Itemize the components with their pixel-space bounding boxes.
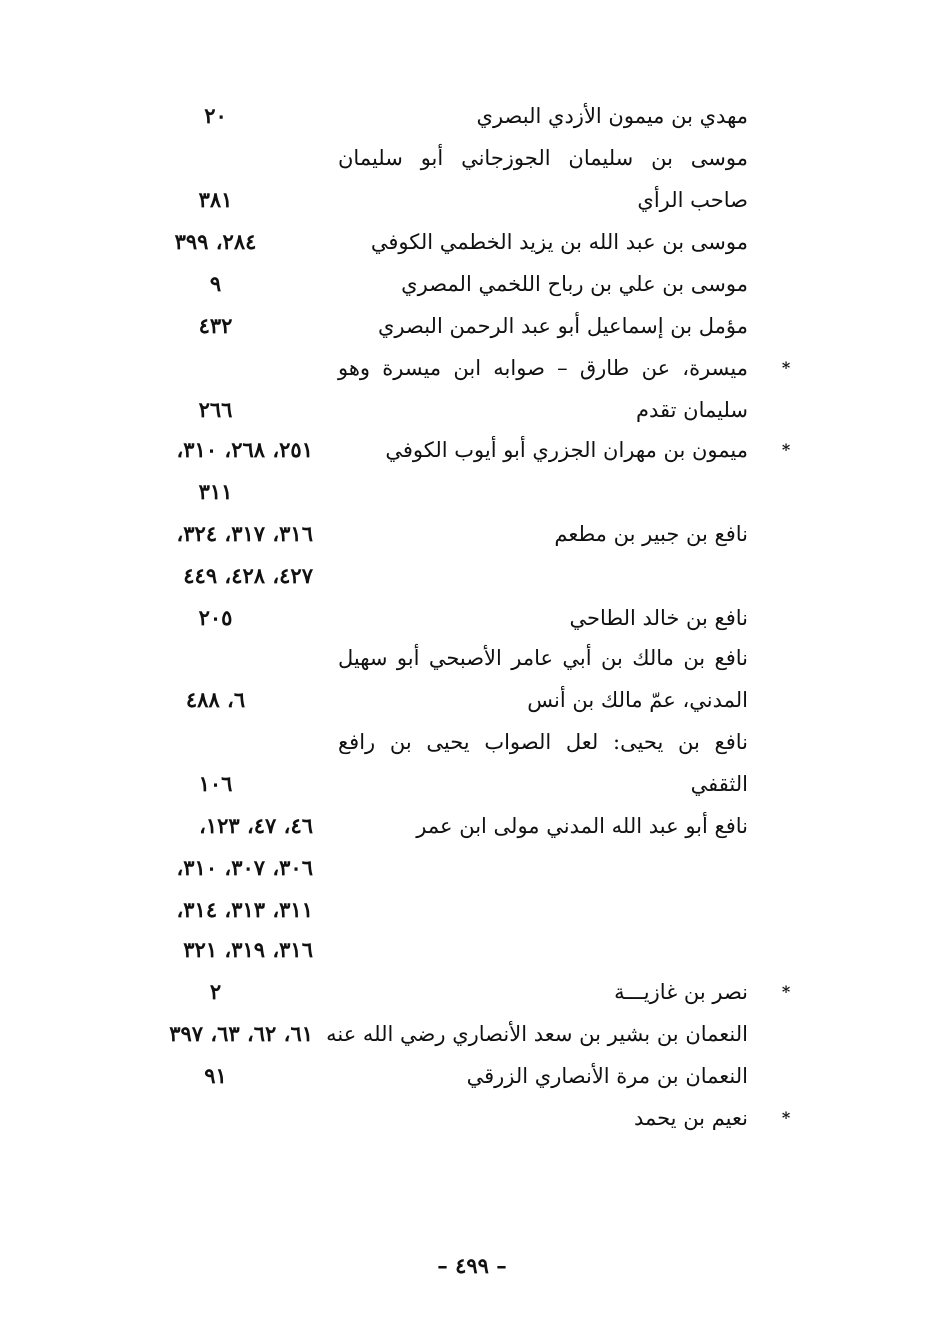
- entry-name: موسى بن سليمان الجوزجاني أبو سليمان: [338, 146, 748, 170]
- entry-name: الثقفي: [690, 772, 748, 796]
- index-entry: [0, 1056, 944, 1096]
- entry-pages: ٣١١، ٣١٣، ٣١٤،: [176, 897, 313, 922]
- index-entry: [0, 722, 944, 762]
- entry-name: نصر بن غازيـــة: [614, 980, 748, 1004]
- entry-name: المدني، عمّ مالك بن أنس: [527, 688, 748, 712]
- entry-name: نافع بن خالد الطاحي: [569, 606, 748, 630]
- index-entry: [0, 306, 944, 346]
- index-entry: [0, 96, 944, 136]
- index-entry: [0, 264, 944, 304]
- entry-marker: *: [781, 358, 791, 377]
- entry-name: مؤمل بن إسماعيل أبو عبد الرحمن البصري: [377, 314, 748, 338]
- entry-pages: ٢٦٦: [198, 397, 233, 422]
- index-entry: [0, 598, 944, 638]
- index-entry: [0, 138, 944, 178]
- index-entry: [0, 1098, 944, 1138]
- index-entry: [0, 1014, 944, 1054]
- index-entry: [0, 222, 944, 262]
- entry-pages: ٦، ٤٨٨: [185, 687, 246, 712]
- entry-pages: ٩: [209, 271, 222, 296]
- index-entry: [0, 390, 944, 430]
- entry-pages: ٣٠٦، ٣٠٧، ٣١٠،: [176, 855, 313, 880]
- entry-pages: ٣٨١: [198, 187, 233, 212]
- index-entry: [0, 430, 944, 470]
- entry-marker: *: [781, 1108, 791, 1127]
- entry-name: النعمان بن مرة الأنصاري الزرقي: [466, 1064, 748, 1088]
- entry-name: نافع أبو عبد الله المدني مولى ابن عمر: [416, 814, 748, 838]
- entry-pages: ٢٨٤، ٣٩٩: [174, 229, 257, 254]
- entry-pages: ٢: [209, 979, 222, 1004]
- entry-pages: ٦١، ٦٢، ٦٣، ٣٩٧: [169, 1021, 313, 1046]
- entry-pages: ٢٠٥: [198, 605, 233, 630]
- index-entry: [0, 848, 944, 888]
- entry-name: ميسرة، عن طارق – صوابه ابن ميسرة وهو: [338, 356, 748, 380]
- entry-pages: ٤٢٧، ٤٢٨، ٤٤٩: [183, 563, 313, 588]
- entry-name: سليمان تقدم: [635, 398, 748, 422]
- entry-name: نافع بن يحيى: لعل الصواب يحيى بن رافع: [338, 730, 748, 754]
- entry-pages: ٣١١: [198, 479, 233, 504]
- entry-name: موسى بن علي بن رباح اللخمي المصري: [401, 272, 748, 296]
- entry-pages: ٢٥١، ٢٦٨، ٣١٠،: [176, 437, 313, 462]
- index-entry: [0, 680, 944, 720]
- index-entry: [0, 472, 944, 512]
- entry-name: ميمون بن مهران الجزري أبو أيوب الكوفي: [385, 438, 748, 462]
- index-entry: [0, 514, 944, 554]
- index-entry: [0, 806, 944, 846]
- entry-name: نعيم بن يحمد: [633, 1106, 748, 1130]
- entry-pages: ٣١٦، ٣١٧، ٣٢٤،: [176, 521, 313, 546]
- entry-pages: ١٠٦: [198, 771, 233, 796]
- index-entry: [0, 890, 944, 930]
- entry-marker: *: [781, 440, 791, 459]
- entry-pages: ٤٦، ٤٧، ١٢٣،: [199, 813, 313, 838]
- index-entry: [0, 348, 944, 388]
- index-entry: [0, 764, 944, 804]
- entry-name: نافع بن جبير بن مطعم: [554, 522, 748, 546]
- entry-pages: ٩١: [204, 1063, 227, 1088]
- entry-name: مهدي بن ميمون الأزدي البصري: [476, 104, 748, 128]
- entry-name: موسى بن عبد الله بن يزيد الخطمي الكوفي: [370, 230, 748, 254]
- entry-marker: *: [781, 982, 791, 1001]
- index-entry: [0, 930, 944, 970]
- entry-name: نافع بن مالك بن أبي عامر الأصبحي أبو سهيل: [338, 646, 748, 670]
- entry-pages: ٣١٦، ٣١٩، ٣٢١: [183, 937, 313, 962]
- entry-pages: ٢٠: [204, 103, 227, 128]
- index-entry: [0, 180, 944, 220]
- index-entry: [0, 638, 944, 678]
- index-entry: [0, 556, 944, 596]
- entry-pages: ٤٣٢: [198, 313, 233, 338]
- page-number: – ٤٩٩ –: [437, 1253, 507, 1278]
- entry-name: صاحب الرأي: [637, 188, 748, 212]
- index-entry: [0, 972, 944, 1012]
- entry-name: النعمان بن بشير بن سعد الأنصاري رضي الله عنه: [326, 1022, 748, 1046]
